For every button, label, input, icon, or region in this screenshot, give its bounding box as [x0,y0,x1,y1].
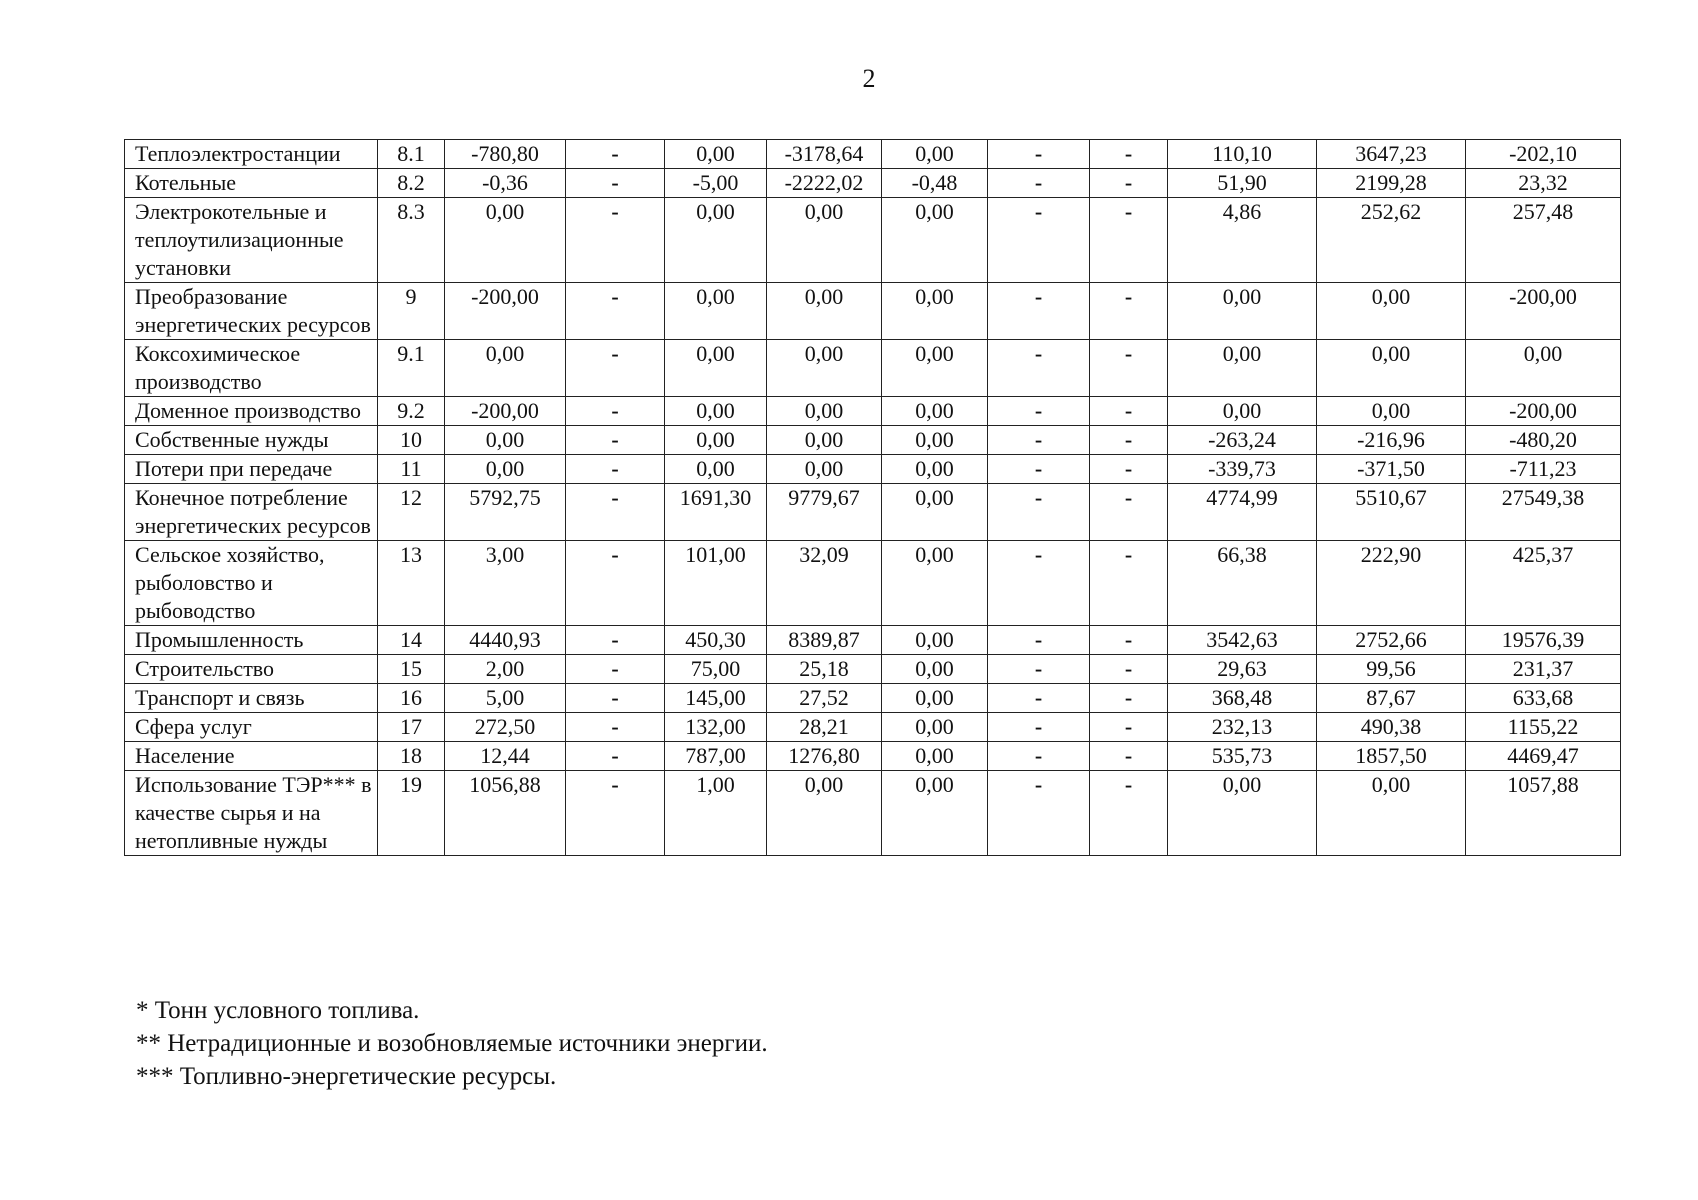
value-cell: - [988,626,1090,655]
value-cell: 1276,80 [767,742,882,771]
row-code: 13 [378,541,445,626]
value-cell: - [1090,198,1168,283]
row-code: 17 [378,713,445,742]
table-row [125,713,1621,742]
value-cell: 0,00 [1168,340,1317,397]
value-cell: 0,00 [767,455,882,484]
value-cell: 0,00 [767,198,882,283]
value-cell: - [566,140,665,169]
value-cell: 8389,87 [767,626,882,655]
row-name: Строительство [125,655,378,684]
row-code: 9 [378,283,445,340]
value-cell: 145,00 [665,684,767,713]
value-cell: 0,00 [767,426,882,455]
value-cell: 257,48 [1466,198,1621,283]
value-cell: 0,00 [882,771,988,856]
row-name: Сфера услуг [125,713,378,742]
value-cell: 450,30 [665,626,767,655]
table-row [125,198,1621,283]
value-cell: - [988,283,1090,340]
table-row [125,626,1621,655]
value-cell: 0,00 [1168,283,1317,340]
value-cell: 5792,75 [445,484,566,541]
value-cell: -200,00 [1466,283,1621,340]
value-cell: 1691,30 [665,484,767,541]
value-cell: 0,00 [665,455,767,484]
value-cell: - [1090,713,1168,742]
value-cell: 51,90 [1168,169,1317,198]
value-cell: - [1090,169,1168,198]
value-cell: -480,20 [1466,426,1621,455]
value-cell: -780,80 [445,140,566,169]
value-cell: - [566,684,665,713]
value-cell: 110,10 [1168,140,1317,169]
value-cell: - [566,541,665,626]
value-cell: 87,67 [1317,684,1466,713]
value-cell: 4774,99 [1168,484,1317,541]
value-cell: - [566,198,665,283]
value-cell: 0,00 [445,198,566,283]
value-cell: - [566,340,665,397]
value-cell: 4469,47 [1466,742,1621,771]
value-cell: 99,56 [1317,655,1466,684]
value-cell: 633,68 [1466,684,1621,713]
value-cell: - [1090,283,1168,340]
row-code: 16 [378,684,445,713]
value-cell: -200,00 [445,283,566,340]
value-cell: 0,00 [767,397,882,426]
value-cell: 0,00 [882,684,988,713]
value-cell: 232,13 [1168,713,1317,742]
value-cell: 66,38 [1168,541,1317,626]
value-cell: 2,00 [445,655,566,684]
value-cell: - [988,541,1090,626]
value-cell: 0,00 [1317,283,1466,340]
value-cell: -216,96 [1317,426,1466,455]
value-cell: 0,00 [882,541,988,626]
value-cell: 0,00 [882,140,988,169]
value-cell: 0,00 [882,283,988,340]
row-code: 9.2 [378,397,445,426]
value-cell: - [566,484,665,541]
value-cell: - [1090,655,1168,684]
row-name: Теплоэлектростанции [125,140,378,169]
value-cell: 28,21 [767,713,882,742]
value-cell: 0,00 [882,626,988,655]
value-cell: 3647,23 [1317,140,1466,169]
value-cell: 0,00 [882,655,988,684]
row-code: 8.1 [378,140,445,169]
value-cell: 0,00 [882,198,988,283]
energy-balance-table [124,139,1621,856]
value-cell: - [988,742,1090,771]
value-cell: 5,00 [445,684,566,713]
value-cell: -202,10 [1466,140,1621,169]
value-cell: 0,00 [882,742,988,771]
row-code: 18 [378,742,445,771]
value-cell: 32,09 [767,541,882,626]
value-cell: 490,38 [1317,713,1466,742]
value-cell: 0,00 [767,283,882,340]
value-cell: - [988,397,1090,426]
value-cell: - [988,684,1090,713]
value-cell: 0,00 [882,484,988,541]
footnotes [136,994,768,1093]
value-cell: - [1090,426,1168,455]
value-cell: 2752,66 [1317,626,1466,655]
value-cell: 0,00 [665,198,767,283]
value-cell: 535,73 [1168,742,1317,771]
value-cell: 368,48 [1168,684,1317,713]
value-cell: 0,00 [665,397,767,426]
value-cell: -0,48 [882,169,988,198]
row-name: Промышленность [125,626,378,655]
value-cell: - [1090,140,1168,169]
value-cell: 222,90 [1317,541,1466,626]
value-cell: -339,73 [1168,455,1317,484]
row-code: 10 [378,426,445,455]
value-cell: - [566,713,665,742]
value-cell: 0,00 [665,426,767,455]
value-cell: 0,00 [767,771,882,856]
value-cell: 0,00 [767,340,882,397]
row-name: Использование ТЭР*** в качестве сырья и на нетопливные нужды [125,771,378,856]
value-cell: 1155,22 [1466,713,1621,742]
value-cell: -371,50 [1317,455,1466,484]
value-cell: - [566,426,665,455]
value-cell: - [1090,771,1168,856]
value-cell: - [1090,684,1168,713]
value-cell: - [566,771,665,856]
value-cell: - [988,484,1090,541]
value-cell: 1057,88 [1466,771,1621,856]
value-cell: -711,23 [1466,455,1621,484]
footnote-3: *** Топливно-энергетические ресурсы. [136,1063,557,1090]
value-cell: - [988,198,1090,283]
value-cell: 101,00 [665,541,767,626]
value-cell: 1,00 [665,771,767,856]
value-cell: 2199,28 [1317,169,1466,198]
row-name: Котельные [125,169,378,198]
row-code: 14 [378,626,445,655]
value-cell: 1857,50 [1317,742,1466,771]
value-cell: 0,00 [1168,771,1317,856]
row-name: Доменное производство [125,397,378,426]
value-cell: 0,00 [665,340,767,397]
value-cell: - [566,742,665,771]
row-code: 9.1 [378,340,445,397]
value-cell: 0,00 [1317,340,1466,397]
value-cell: 0,00 [882,340,988,397]
value-cell: - [1090,541,1168,626]
footnote-1: * Тонн условного топлива. [136,997,420,1024]
value-cell: - [988,426,1090,455]
value-cell: 1056,88 [445,771,566,856]
value-cell: - [566,626,665,655]
value-cell: 23,32 [1466,169,1621,198]
row-name: Сельское хозяйство, рыболовство и рыбоводство [125,541,378,626]
value-cell: - [566,655,665,684]
value-cell: 0,00 [445,340,566,397]
table-row [125,283,1621,340]
row-name: Потери при передаче [125,455,378,484]
value-cell: - [988,169,1090,198]
value-cell: - [1090,340,1168,397]
value-cell: 0,00 [445,426,566,455]
table-row [125,541,1621,626]
value-cell: - [988,455,1090,484]
value-cell: 4,86 [1168,198,1317,283]
table-row [125,397,1621,426]
value-cell: 0,00 [882,397,988,426]
value-cell: 0,00 [1466,340,1621,397]
row-name: Электрокотельные и теплоутилизационные установки [125,198,378,283]
value-cell: 3542,63 [1168,626,1317,655]
row-name: Преобразование энергетических ресурсов [125,283,378,340]
table-body [125,140,1621,856]
value-cell: 231,37 [1466,655,1621,684]
row-code: 11 [378,455,445,484]
table-row [125,455,1621,484]
row-name: Население [125,742,378,771]
value-cell: 0,00 [882,426,988,455]
row-code: 19 [378,771,445,856]
row-code: 8.2 [378,169,445,198]
row-code: 8.3 [378,198,445,283]
value-cell: - [1090,742,1168,771]
row-name: Транспорт и связь [125,684,378,713]
page-number: 2 [862,64,876,93]
value-cell: 787,00 [665,742,767,771]
value-cell: -263,24 [1168,426,1317,455]
value-cell: -200,00 [1466,397,1621,426]
value-cell: 0,00 [1168,397,1317,426]
table-row [125,655,1621,684]
value-cell: -2222,02 [767,169,882,198]
value-cell: 132,00 [665,713,767,742]
value-cell: 252,62 [1317,198,1466,283]
table-row [125,684,1621,713]
footnote-2: ** Нетрадиционные и возобновляемые источники энергии. [136,1030,768,1057]
value-cell: - [566,397,665,426]
value-cell: - [1090,455,1168,484]
value-cell: 75,00 [665,655,767,684]
value-cell: 5510,67 [1317,484,1466,541]
value-cell: 0,00 [1317,397,1466,426]
table-row [125,140,1621,169]
value-cell: - [988,340,1090,397]
value-cell: - [566,169,665,198]
value-cell: - [1090,626,1168,655]
value-cell: 3,00 [445,541,566,626]
table-row [125,742,1621,771]
value-cell: - [988,655,1090,684]
row-name: Коксохимическое производство [125,340,378,397]
value-cell: 19576,39 [1466,626,1621,655]
value-cell: - [1090,397,1168,426]
value-cell: - [988,140,1090,169]
value-cell: - [1090,484,1168,541]
value-cell: -3178,64 [767,140,882,169]
value-cell: 0,00 [445,455,566,484]
table-row [125,340,1621,397]
value-cell: 0,00 [665,140,767,169]
value-cell: 4440,93 [445,626,566,655]
value-cell: - [988,771,1090,856]
value-cell: -5,00 [665,169,767,198]
table-row [125,426,1621,455]
value-cell: - [566,283,665,340]
value-cell: - [566,455,665,484]
table-row [125,771,1621,856]
value-cell: 29,63 [1168,655,1317,684]
value-cell: 425,37 [1466,541,1621,626]
value-cell: -200,00 [445,397,566,426]
value-cell: 0,00 [882,713,988,742]
value-cell: 27,52 [767,684,882,713]
value-cell: 12,44 [445,742,566,771]
row-name: Собственные нужды [125,426,378,455]
value-cell: 272,50 [445,713,566,742]
value-cell: 0,00 [665,283,767,340]
row-code: 15 [378,655,445,684]
value-cell: -0,36 [445,169,566,198]
table-row [125,169,1621,198]
table-row [125,484,1621,541]
value-cell: - [988,713,1090,742]
value-cell: 9779,67 [767,484,882,541]
value-cell: 0,00 [882,455,988,484]
row-code: 12 [378,484,445,541]
row-name: Конечное потребление энергетических ресурсов [125,484,378,541]
value-cell: 27549,38 [1466,484,1621,541]
value-cell: 0,00 [1317,771,1466,856]
value-cell: 25,18 [767,655,882,684]
